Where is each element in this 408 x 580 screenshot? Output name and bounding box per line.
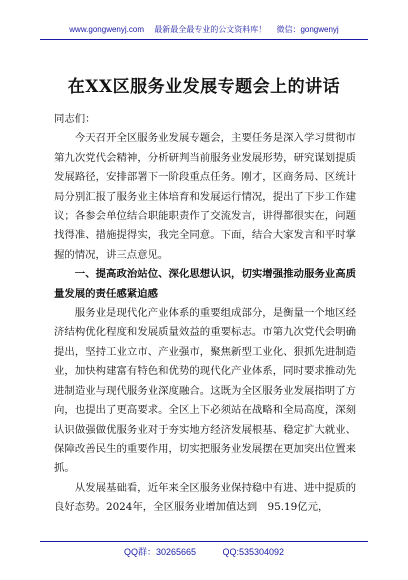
qq-group: QQ群：30265665 — [123, 547, 196, 557]
document-title: 在XX区服务业发展专题会上的讲话 — [67, 77, 341, 97]
body-paragraph: 今天召开全区服务业发展专题会，主要任务是深入学习贯彻市第九次党代会精神，分析研判当前服务业发展形势，研究谋划提质发展路径，安排部署下一阶段重点任务。刚才，区商务局、区统计局分别汇报了服务业主体培育和发展运行情况，提出了下步工作建议；各参会单位结合职能职责作了交流发言，讲得都很实在，问题找得准、措施提得实，我完全同意。下面，结合大家发言和平时掌握的情况，讲三点意见。 — [54, 132, 356, 261]
document-body — [54, 110, 356, 518]
salutation: 同志们： — [54, 113, 96, 125]
body-paragraph: 从发展基础看，近年来全区服务业保持稳中有进、进中提质的良好态势。2024年，全区服务业增加值达到 95.19亿元， — [54, 481, 356, 514]
footer-divider — [40, 541, 368, 542]
site-slogan: 最新最全最专业的公文资料库！ — [154, 25, 267, 34]
site-url[interactable]: www.gongwenyj.com — [69, 25, 144, 34]
body-paragraph: 服务业是现代化产业体系的重要组成部分，是衡量一个地区经济结构优化程度和发展质量效益的重要标志。市第九次党代会明确提出，坚持工业立市、产业强市，聚焦新型工业化、狠抓先进制造业，加快构建富有特色和优势的现代化产业体系，同时要求推动先进制造业与现代服务业深度融合。这既为全区服务业发展指明了方向，也提出了更高要求。全区上下必须站在战略和全局高度，深刻认识做强做优服务业对于夯实地方经济发展根基、稳定扩大就业、保障改善民生的重要作用，切实把服务业发展摆在更加突出位置来抓。 — [54, 307, 356, 475]
qq-contact: QQ:535304092 — [222, 547, 285, 557]
header-divider — [40, 39, 368, 40]
site-header — [0, 24, 408, 35]
section-heading: 一、提高政治站位、深化思想认识，切实增强推动服务业高质量发展的责任感紧迫感 — [54, 268, 356, 300]
wechat-id: 微信：gongwenyj — [276, 25, 339, 34]
site-footer — [0, 545, 408, 558]
